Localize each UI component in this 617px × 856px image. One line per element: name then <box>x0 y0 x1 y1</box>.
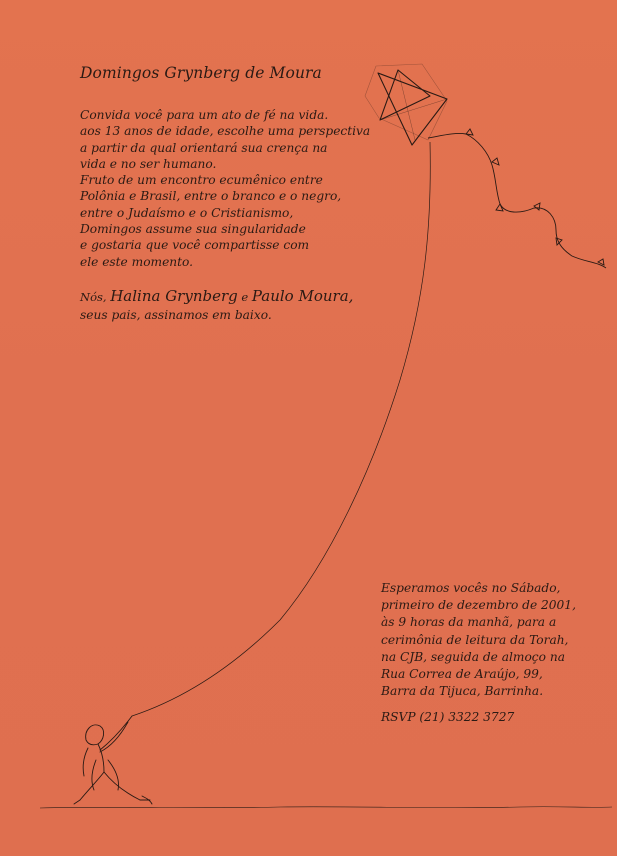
body-line: aos 13 anos de idade, escolhe uma perspectiva <box>80 124 371 139</box>
body-line: entre o Judaísmo e o Cristianismo, <box>80 205 294 220</box>
parents-signature <box>80 288 353 306</box>
honoree-name: Domingos Grynberg de Moura <box>80 64 322 82</box>
event-line: às 9 horas da manhã, para a <box>381 615 557 630</box>
body-line: ele este momento. <box>80 254 194 269</box>
body-line: Fruto de um encontro ecumênico entre <box>80 173 323 188</box>
event-line: primeiro de dezembro de 2001, <box>381 598 576 613</box>
body-line: a partir da qual orientará sua crença na <box>80 140 328 155</box>
child-flying-kite-drawing <box>74 716 152 804</box>
parents-joiner: e <box>241 290 249 304</box>
rsvp-line: RSVP (21) 3322 3727 <box>381 710 515 724</box>
parents-prefix: Nós, <box>80 290 107 304</box>
body-line: Polônia e Brasil, entre o branco e o negro, <box>80 189 342 204</box>
invitation-body <box>80 107 380 270</box>
event-line: cerimônia de leitura da Torah, <box>381 632 569 647</box>
mother-name: Halina Grynberg <box>110 287 238 305</box>
body-line: vida e no ser humano. <box>80 156 217 171</box>
event-line: na CJB, seguida de almoço na <box>381 649 565 664</box>
body-line: e gostaria que você compartisse com <box>80 238 310 253</box>
parents-subline: seus pais, assinamos em baixo. <box>80 308 272 322</box>
kite-tail <box>428 129 606 268</box>
event-line: Esperamos vocês no Sábado, <box>381 581 561 595</box>
body-line: Convida você para um ato de fé na vida. <box>80 108 329 122</box>
ground-line <box>40 807 612 808</box>
event-line: Rua Correa de Araújo, 99, <box>381 667 543 682</box>
body-line: Domingos assume sua singularidade <box>80 222 306 237</box>
father-name: Paulo Moura, <box>251 287 354 305</box>
event-line: Barra da Tijuca, Barrinha. <box>381 684 544 699</box>
event-details <box>381 580 601 700</box>
